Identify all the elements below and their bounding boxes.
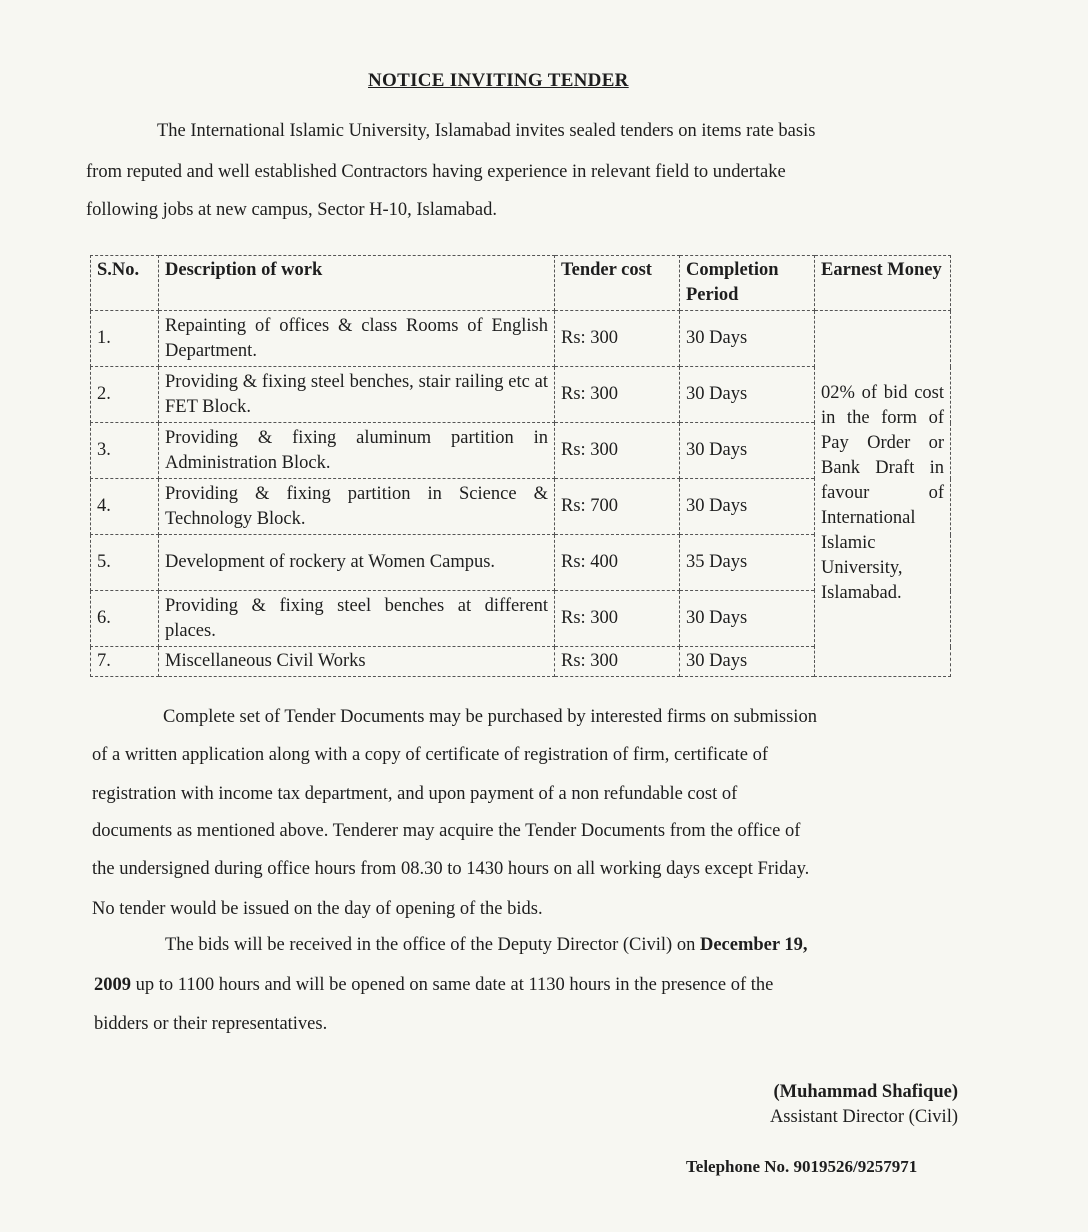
row-description: Providing & fixing aluminum partition in Administration Block. [159,423,555,479]
bid-date-year: 2009 [94,975,131,995]
para2-line-2 [94,976,773,995]
row-cost: Rs: 300 [555,311,680,367]
row-cost: Rs: 700 [555,479,680,535]
intro-line-1: The International Islamic University, Islamabad invites sealed tenders on items rate basis [157,121,816,141]
row-period: 30 Days [680,367,815,423]
row-period: 30 Days [680,311,815,367]
header-earnest: Earnest Money [815,256,951,311]
row-description: Miscellaneous Civil Works [159,647,555,677]
header-description: Description of work [159,256,555,311]
row-sno: 3. [91,423,159,479]
para2-line-1 [165,936,808,955]
notice-title: NOTICE INVITING TENDER [368,70,629,91]
row-period: 35 Days [680,535,815,591]
row-cost: Rs: 300 [555,647,680,677]
row-cost: Rs: 300 [555,591,680,647]
signatory-name: (Muhammad Shafique) [773,1082,958,1102]
intro-line-2: from reputed and well established Contractors having experience in relevant field to undertake [86,162,786,182]
row-sno: 6. [91,591,159,647]
row-sno: 2. [91,367,159,423]
para1-line-5: the undersigned during office hours from 08.30 to 1430 hours on all working days except Friday. [92,859,810,879]
tender-table [90,255,951,677]
row-period: 30 Days [680,479,815,535]
para1-line-6: No tender would be issued on the day of opening of the bids. [92,899,543,919]
header-period: Completion Period [680,256,815,311]
intro-line-3: following jobs at new campus, Sector H-10, Islamabad. [86,200,498,220]
signatory-designation: Assistant Director (Civil) [769,1107,958,1127]
para1-line-4: documents as mentioned above. Tenderer may acquire the Tender Documents from the office of [92,821,801,841]
row-period: 30 Days [680,423,815,479]
para1-line-1: Complete set of Tender Documents may be purchased by interested firms on submission [163,707,817,727]
earnest-money-cell: 02% of bid cost in the form of Pay Order or Bank Draft in favour of International Islamic University, Islamabad. [815,311,951,677]
header-cost: Tender cost [555,256,680,311]
para2-line-3: bidders or their representatives. [94,1014,328,1034]
row-period: 30 Days [680,647,815,677]
para2-line-2-text: up to 1100 hours and will be opened on same date at 1130 hours in the presence of the [131,975,774,995]
row-sno: 1. [91,311,159,367]
row-cost: Rs: 400 [555,535,680,591]
row-description: Repainting of offices & class Rooms of English Department. [159,311,555,367]
header-sno: S.No. [91,256,159,311]
row-sno: 7. [91,647,159,677]
para1-line-3: registration with income tax department, and upon payment of a non refundable cost of [92,784,738,804]
row-sno: 4. [91,479,159,535]
telephone-number: Telephone No. 9019526/9257971 [686,1157,918,1176]
row-period: 30 Days [680,591,815,647]
para2-line-1-text: The bids will be received in the office of the Deputy Director (Civil) on [165,935,700,955]
table-row [91,311,951,367]
row-description: Development of rockery at Women Campus. [159,535,555,591]
row-description: Providing & fixing partition in Science & Technology Block. [159,479,555,535]
row-cost: Rs: 300 [555,423,680,479]
bid-date-month-day: December 19, [699,935,808,955]
row-description: Providing & fixing steel benches at different places. [159,591,555,647]
row-description: Providing & fixing steel benches, stair railing etc at FET Block. [159,367,555,423]
row-cost: Rs: 300 [555,367,680,423]
para1-line-2: of a written application along with a copy of certificate of registration of firm, certificate of [92,745,768,765]
table-header-row [91,256,951,311]
row-sno: 5. [91,535,159,591]
